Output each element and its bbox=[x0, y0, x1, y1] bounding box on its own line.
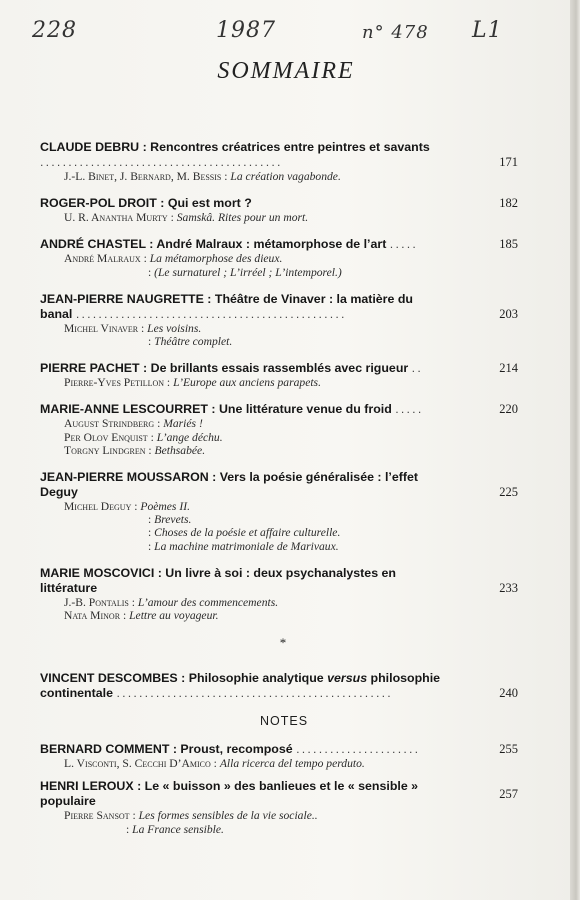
entry-page: 214 bbox=[499, 361, 518, 376]
toc-entry bbox=[40, 779, 518, 835]
entry-page: 225 bbox=[499, 485, 518, 500]
entry-author: MARIE-ANNE LESCOURRET bbox=[40, 402, 208, 417]
entry-reviewed-line: J.-B. Pontalis : L’amour des commencements. bbox=[64, 595, 279, 609]
entry-heading: ANDRÉ CHASTEL : André Malraux : métamorphose de l’art ..... bbox=[40, 237, 419, 252]
entry-title: De brillants essais rassemblés avec rigueur bbox=[150, 361, 409, 376]
page-title: SOMMAIRE bbox=[217, 58, 355, 84]
entry-page: 203 bbox=[499, 306, 518, 321]
entry-heading: PIERRE PACHET : De brillants essais rassemblés avec rigueur .. bbox=[40, 361, 423, 376]
entry-reviewed-line: Torgny Lindgren : Bethsabée. bbox=[64, 443, 206, 457]
entry-reviewed-line: Michel Vinaver : Les voisins. bbox=[64, 321, 202, 335]
toc-entry bbox=[40, 402, 518, 457]
entry-heading: CLAUDE DEBRU : Rencontres créatrices entre peintres et savants ........................................... bbox=[40, 140, 430, 169]
entry-title: Vers la poésie généralisée : l’effet Deguy bbox=[40, 470, 419, 500]
entry-reviewed-line: : (Le surnaturel ; L’irréel ; L’intemporel.) bbox=[148, 265, 342, 279]
entry-reviewed-line: : Choses de la poésie et affaire culturelle. bbox=[148, 526, 341, 540]
entry-heading: ROGER-POL DROIT : Qui est mort ? bbox=[40, 196, 252, 211]
notes-heading: NOTES bbox=[259, 714, 309, 729]
toc-entry bbox=[40, 470, 518, 553]
entry-reviewed-line: : La machine matrimoniale de Marivaux. bbox=[148, 539, 339, 553]
entry-reviewed-line: : Théâtre complet. bbox=[148, 335, 233, 349]
toc-entry bbox=[40, 292, 518, 348]
entry-reviewed-line: André Malraux : La métamorphose des dieux. bbox=[64, 252, 283, 266]
page-edge bbox=[570, 0, 580, 900]
entry-page: 220 bbox=[499, 402, 518, 417]
entry-heading: MARIE MOSCOVICI : Un livre à soi : deux psychanalystes en littérature bbox=[40, 565, 396, 595]
toc-entry bbox=[40, 140, 518, 183]
entry-reviewed-line: Per Olov Enquist : L’ange déchu. bbox=[64, 430, 223, 444]
entry-reviewed-line: Michel Deguy : Poèmes II. bbox=[64, 500, 190, 514]
entry-title: Proust, recomposé bbox=[180, 742, 293, 757]
handwritten-year: 1987 bbox=[216, 18, 276, 43]
entry-heading: BERNARD COMMENT : Proust, recomposé ...................... bbox=[40, 742, 421, 757]
entry-page: 182 bbox=[499, 196, 518, 211]
entry-author: MARIE MOSCOVICI bbox=[40, 565, 155, 580]
entry-reviewed-line: Pierre Sansot : Les formes sensibles de la vie sociale.. bbox=[64, 809, 318, 823]
entry-page: 233 bbox=[499, 580, 518, 595]
toc-entry bbox=[40, 566, 518, 622]
entry-reviewed-line: Pierre-Yves Petillon : L’Europe aux anciens parapets. bbox=[64, 376, 321, 390]
entry-author: PIERRE PACHET bbox=[40, 361, 140, 376]
toc-entry bbox=[40, 742, 518, 770]
entry-author: HENRI LEROUX bbox=[40, 779, 134, 794]
table-of-contents bbox=[40, 140, 518, 849]
handwritten-number: 228 bbox=[32, 18, 77, 43]
entry-reviewed-line: : Brevets. bbox=[148, 513, 192, 527]
entry-reviewed-line: Nata Minor : Lettre au voyageur. bbox=[64, 609, 219, 623]
handwritten-code: L1 bbox=[472, 18, 503, 43]
entry-reviewed-line: L. Visconti, S. Cecchi D’Amico : Alla ricerca del tempo perduto. bbox=[64, 757, 365, 771]
entry-author: JEAN-PIERRE NAUGRETTE bbox=[40, 291, 204, 306]
entry-author: JEAN-PIERRE MOUSSARON bbox=[40, 470, 209, 485]
section-separator: * bbox=[279, 635, 287, 651]
entry-page: 255 bbox=[499, 742, 518, 757]
entry-title: Un livre à soi : deux psychanalystes en littérature bbox=[40, 565, 396, 595]
entry-title: Rencontres créatrices entre peintres et savants bbox=[150, 140, 430, 154]
entry-page: 185 bbox=[499, 237, 518, 252]
entry-page: 171 bbox=[499, 155, 518, 169]
entry-author: VINCENT DESCOMBES bbox=[40, 671, 178, 686]
toc-entry bbox=[40, 237, 518, 278]
toc-entry bbox=[40, 361, 518, 389]
entry-title: Qui est mort ? bbox=[167, 196, 252, 211]
toc-entry bbox=[40, 671, 518, 701]
entry-heading: JEAN-PIERRE MOUSSARON : Vers la poésie généralisée : l’effet Deguy bbox=[40, 470, 419, 500]
entry-heading: MARIE-ANNE LESCOURRET : Une littérature venue du froid ..... bbox=[40, 402, 424, 417]
entry-reviewed-line: August Strindberg : Mariés ! bbox=[64, 417, 203, 431]
handwritten-issue: n° 478 bbox=[362, 22, 429, 43]
entry-heading: JEAN-PIERRE NAUGRETTE : Théâtre de Vinaver : la matière du banal ................................................ bbox=[40, 291, 413, 321]
entry-title: André Malraux : métamorphose de l’art bbox=[156, 237, 387, 252]
entry-title: Une littérature venue du froid bbox=[218, 402, 392, 417]
entry-author: CLAUDE DEBRU bbox=[40, 140, 140, 154]
entry-reviewed-line: : La France sensible. bbox=[126, 822, 224, 836]
entry-author: ROGER-POL DROIT bbox=[40, 196, 157, 211]
entry-page: 240 bbox=[499, 686, 518, 701]
entry-page: 257 bbox=[499, 787, 518, 802]
toc-entry bbox=[40, 196, 518, 224]
entry-reviewed-line: U. R. Anantha Murty : Samskâ. Rites pour un mort. bbox=[64, 211, 309, 225]
entry-heading: HENRI LEROUX : Le « buisson » des banlieues et le « sensible » populaire bbox=[40, 779, 419, 809]
entry-author: ANDRÉ CHASTEL bbox=[40, 237, 146, 252]
entry-title: Le « buisson » des banlieues et le « sensible » populaire bbox=[40, 779, 419, 809]
entry-reviewed-line: J.-L. Binet, J. Bernard, M. Bessis : La création vagabonde. bbox=[64, 170, 341, 183]
entry-heading: VINCENT DESCOMBES : Philosophie analytique versus philosophie continentale ................................................. bbox=[40, 671, 441, 701]
entry-title: Théâtre de Vinaver : la matière du banal bbox=[40, 291, 413, 321]
entry-author: BERNARD COMMENT bbox=[40, 742, 170, 757]
